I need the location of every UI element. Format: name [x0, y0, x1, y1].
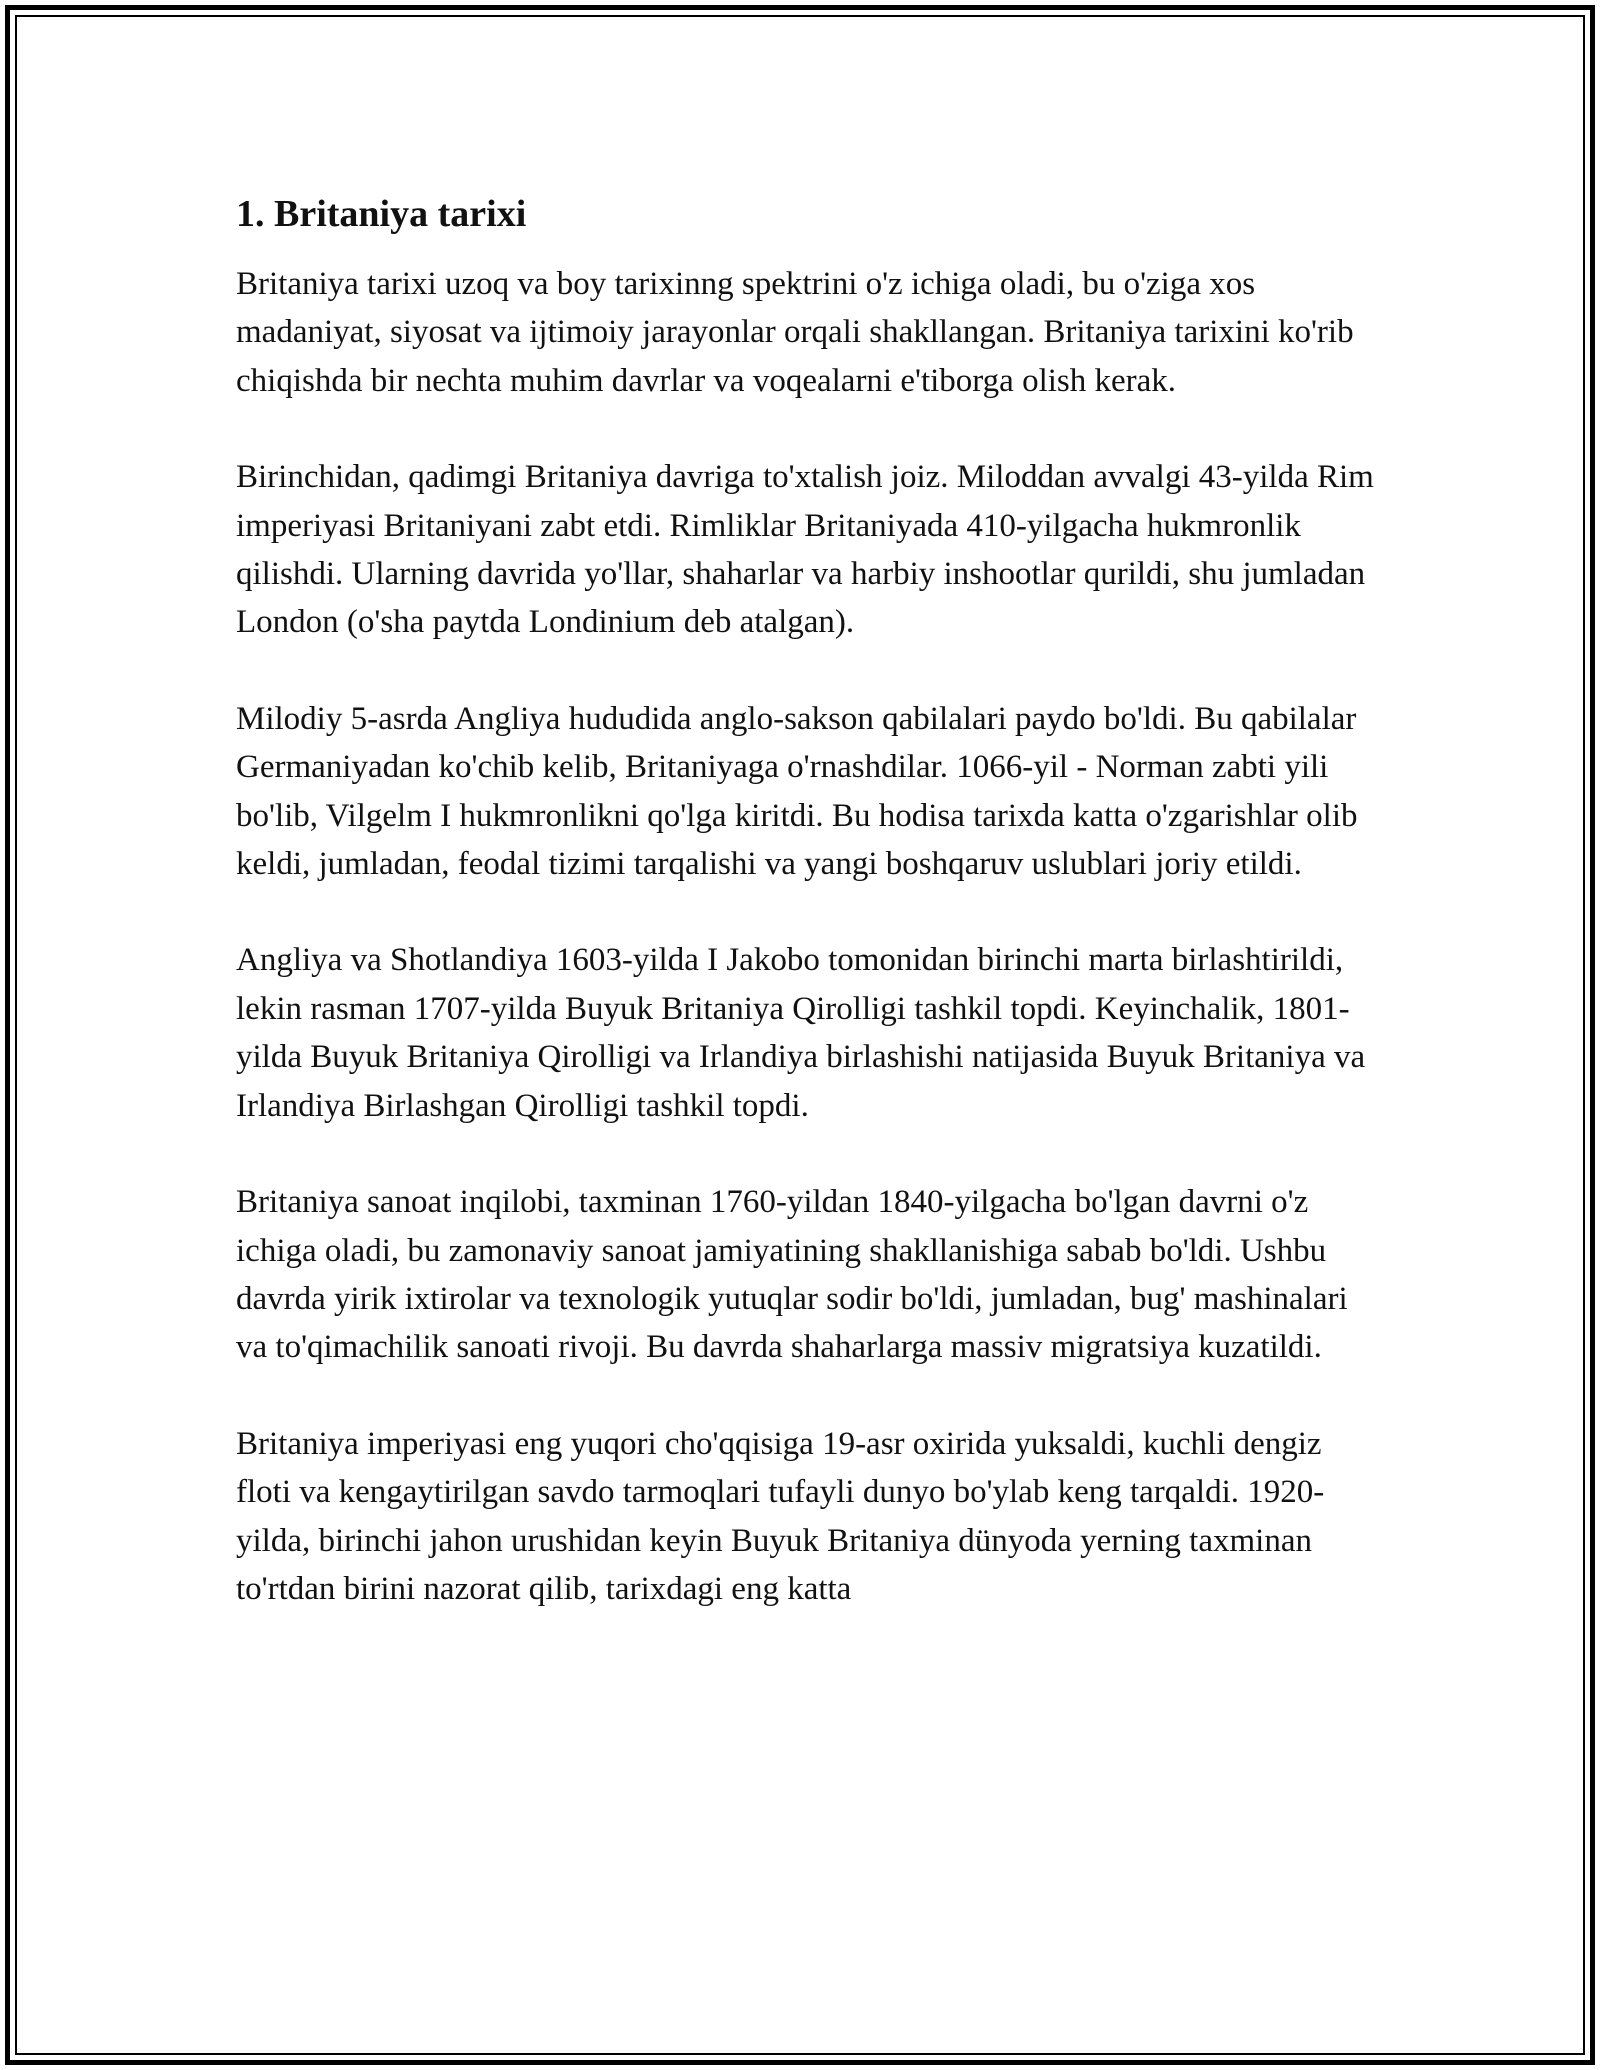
paragraph-intro: Britaniya tarixi uzoq va boy tarixinng spektrini o'z ichiga oladi, bu o'ziga xos madaniyat, siyosat va ijtimoiy jarayonlar orqali shakllangan. Britaniya tarixini ko'rib chiqishda bir nechta muhim davrlar va voqealarni e'tiborga olish kerak. [236, 266, 1354, 399]
paragraph-roman-britain: Birinchidan, qadimgi Britaniya davriga to'xtalish joiz. Miloddan avvalgi 43-yilda Rim imperiyasi Britaniyani zabt etdi. Rimliklar Britaniyada 410-yilgacha hukmronlik qilishdi. Ularning davrida yo'llar, shaharlar va harbiy inshootlar qurildi, shu jumladan London (o'sha paytda Londinium deb atalgan). [236, 459, 1374, 641]
paragraph-union: Angliya va Shotlandiya 1603-yilda I Jakobo tomonidan birinchi marta birlashtirildi, lekin rasman 1707-yilda Buyuk Britaniya Qirolligi tashkil topdi. Keyinchalik, 1801-yilda Buyuk Britaniya Qirolligi va Irlandiya birlashishi natijasida Buyuk Britaniya va Irlandiya Birlashgan Qirolligi tashkil topdi. [236, 942, 1366, 1124]
paragraph-british-empire: Britaniya imperiyasi eng yuqori cho'qqisiga 19-asr oxirida yuksaldi, kuchli dengiz floti va kengaytirilgan savdo tarmoqlari tufayli dunyo bo'ylab keng tarqaldi. 1920-yilda, birinchi jahon urushidan keyin Buyuk Britaniya dünyoda yerning taxminan to'rtdan birini nazorat qilib, tarixdagi eng katta [236, 1425, 1325, 1607]
paragraph-industrial-revolution: Britaniya sanoat inqilobi, taxminan 1760-yildan 1840-yilgacha bo'lgan davrni o'z ichiga oladi, bu zamonaviy sanoat jamiyatining shakllanishiga sabab bo'ldi. Ushbu davrda yirik ixtirolar va texnologik yutuqlar sodir bo'ldi, jumladan, bug' mashinalari va to'qimachilik sanoati rivoji. Bu davrda shaharlarga massiv migratsiya kuzatildi. [236, 1184, 1348, 1366]
section-heading: 1. Britaniya tarixi [236, 193, 527, 235]
paragraph-anglo-saxon-norman: Milodiy 5-asrda Angliya hududida anglo-sakson qabilalari paydo bo'ldi. Bu qabilalar Germaniyadan ko'chib kelib, Britaniyaga o'rnashdilar. 1066-yil - Norman zabti yili bo'lib, Vilgelm I hukmronlikni qo'lga kiritdi. Bu hodisa tarixda katta o'zgarishlar olib keldi, jumladan, feodal tizimi tarqalishi va yangi boshqaruv uslublari joriy etildi. [236, 700, 1358, 883]
document-body [236, 190, 1376, 1661]
